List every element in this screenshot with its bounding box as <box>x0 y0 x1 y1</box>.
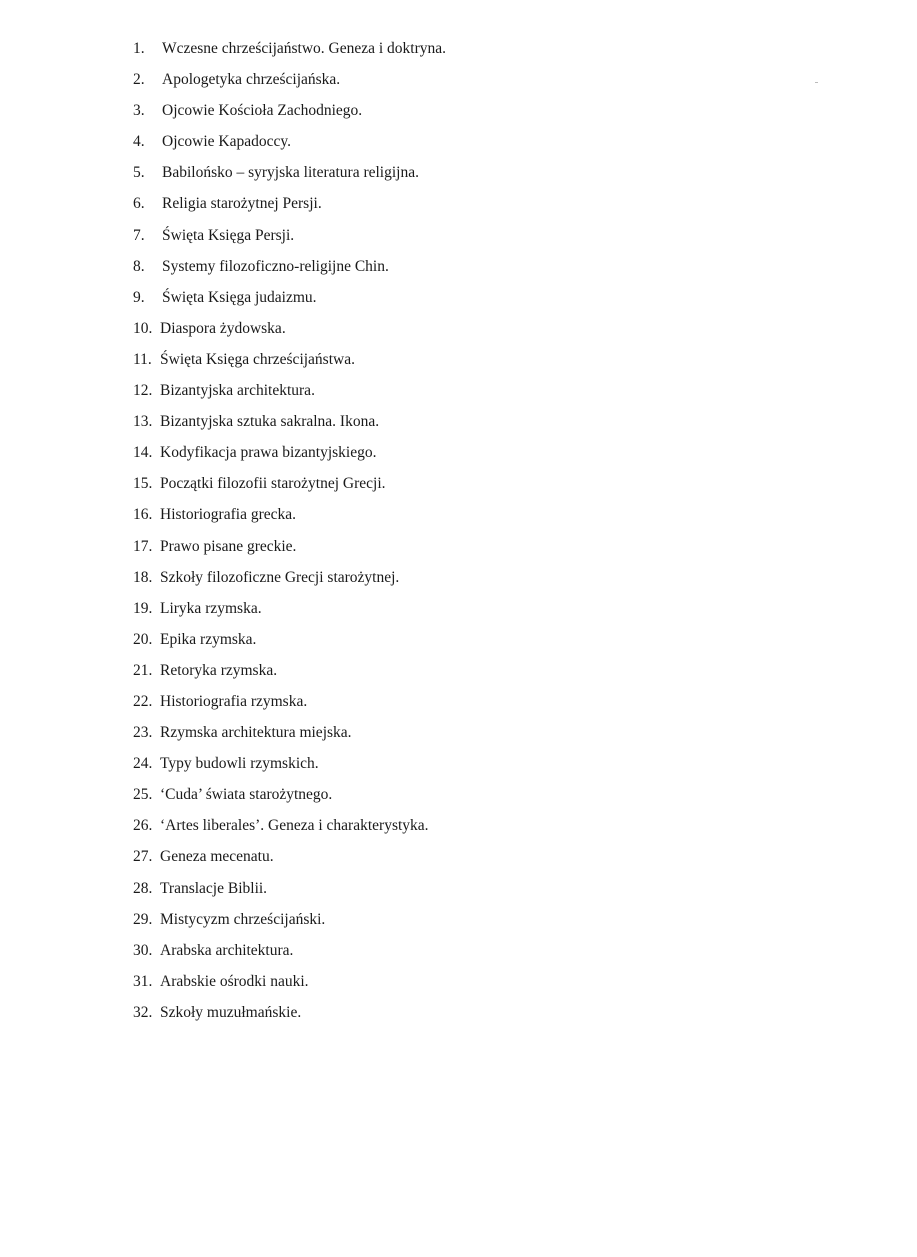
list-item <box>133 318 446 349</box>
list-item <box>133 38 446 69</box>
item-number: 4. <box>133 133 145 151</box>
item-number: 32. <box>133 1003 153 1021</box>
item-text: Diaspora żydowska. <box>160 319 286 337</box>
item-text: Bizantyjska sztuka sakralna. Ikona. <box>160 413 380 431</box>
item-text: Religia starożytnej Persji. <box>162 195 322 213</box>
list-item <box>133 971 446 1002</box>
list-item <box>133 691 446 722</box>
item-number: 30. <box>133 941 153 959</box>
item-number: 8. <box>133 257 145 275</box>
list-item <box>133 380 446 411</box>
item-text: Święta Księga judaizmu. <box>162 288 317 306</box>
item-text: Translacje Biblii. <box>160 879 268 897</box>
list-item <box>133 784 446 815</box>
item-number: 2. <box>133 71 145 89</box>
list-item <box>133 878 446 909</box>
list-item <box>133 442 446 473</box>
item-text: Historiografia grecka. <box>160 506 296 524</box>
list-item <box>133 504 446 535</box>
list-item <box>133 753 446 784</box>
item-text: Apologetyka chrześcijańska. <box>162 71 341 89</box>
list-item <box>133 1002 446 1033</box>
list-item <box>133 940 446 971</box>
list-item <box>133 909 446 940</box>
item-text: Retoryka rzymska. <box>160 661 278 679</box>
scan-speck <box>815 82 818 83</box>
item-text: Babilońsko – syryjska literatura religijna. <box>162 164 419 182</box>
item-text: Szkoły muzułmańskie. <box>160 1003 302 1021</box>
list-item <box>133 69 446 100</box>
list-item <box>133 287 446 318</box>
item-text: Prawo pisane greckie. <box>160 537 297 555</box>
item-text: Wczesne chrześcijaństwo. Geneza i doktryna. <box>162 40 447 57</box>
item-number: 13. <box>133 413 153 431</box>
item-number: 21. <box>133 661 153 679</box>
list-item <box>133 349 446 380</box>
item-number: 9. <box>133 288 145 306</box>
list-item <box>133 567 446 598</box>
item-number: 3. <box>133 102 145 120</box>
item-number: 18. <box>133 568 153 586</box>
item-text: Ojcowie Kościoła Zachodniego. <box>162 102 363 120</box>
item-text: Bizantyjska architektura. <box>160 382 315 400</box>
item-text: Epika rzymska. <box>160 630 257 648</box>
item-text: Rzymska architektura miejska. <box>160 724 352 742</box>
item-number: 5. <box>133 164 145 182</box>
item-number: 11. <box>133 350 152 368</box>
item-text: Liryka rzymska. <box>160 599 262 617</box>
item-text: Początki filozofii starożytnej Grecji. <box>160 475 386 493</box>
item-number: 24. <box>133 755 153 773</box>
item-text: Arabskie ośrodki nauki. <box>160 972 309 990</box>
item-number: 19. <box>133 599 153 617</box>
item-number: 26. <box>133 817 153 835</box>
list-item <box>133 815 446 846</box>
item-number: 29. <box>133 910 153 928</box>
list-item <box>133 411 446 442</box>
item-number: 20. <box>133 630 153 648</box>
item-number: 15. <box>133 475 153 493</box>
list-item <box>133 131 446 162</box>
list-item <box>133 536 446 567</box>
item-text: Kodyfikacja prawa bizantyjskiego. <box>160 444 377 462</box>
topic-list <box>133 38 446 1033</box>
list-item <box>133 722 446 753</box>
item-text: Szkoły filozoficzne Grecji starożytnej. <box>160 568 400 586</box>
list-item <box>133 846 446 877</box>
item-text: Typy budowli rzymskich. <box>160 755 319 773</box>
list-item <box>133 629 446 660</box>
list-item <box>133 473 446 504</box>
item-text: Święta Księga chrześcijaństwa. <box>160 350 355 368</box>
item-text: Ojcowie Kapadoccy. <box>162 133 291 151</box>
item-number: 22. <box>133 692 153 710</box>
item-number: 17. <box>133 537 153 555</box>
item-number: 1. <box>133 40 145 57</box>
item-number: 12. <box>133 382 153 400</box>
list-item <box>133 598 446 629</box>
item-number: 23. <box>133 724 153 742</box>
item-number: 7. <box>133 226 145 244</box>
item-number: 27. <box>133 848 153 866</box>
item-text: ‘Cuda’ świata starożytnego. <box>160 786 333 804</box>
item-number: 28. <box>133 879 153 897</box>
item-text: Święta Księga Persji. <box>162 226 295 244</box>
list-item <box>133 225 446 256</box>
list-item <box>133 193 446 224</box>
item-number: 25. <box>133 786 153 804</box>
item-number: 6. <box>133 195 145 213</box>
item-number: 14. <box>133 444 153 462</box>
item-number: 16. <box>133 506 153 524</box>
item-text: Historiografia rzymska. <box>160 692 308 710</box>
item-text: Arabska architektura. <box>160 941 294 959</box>
item-number: 31. <box>133 972 153 990</box>
item-number: 10. <box>133 319 153 337</box>
list-item <box>133 660 446 691</box>
item-text: Geneza mecenatu. <box>160 848 274 866</box>
list-item <box>133 256 446 287</box>
item-text: ‘Artes liberales’. Geneza i charakterystyka. <box>160 817 429 835</box>
item-text: Mistycyzm chrześcijański. <box>160 910 326 928</box>
list-item <box>133 100 446 131</box>
list-item <box>133 162 446 193</box>
item-text: Systemy filozoficzno-religijne Chin. <box>162 257 389 275</box>
